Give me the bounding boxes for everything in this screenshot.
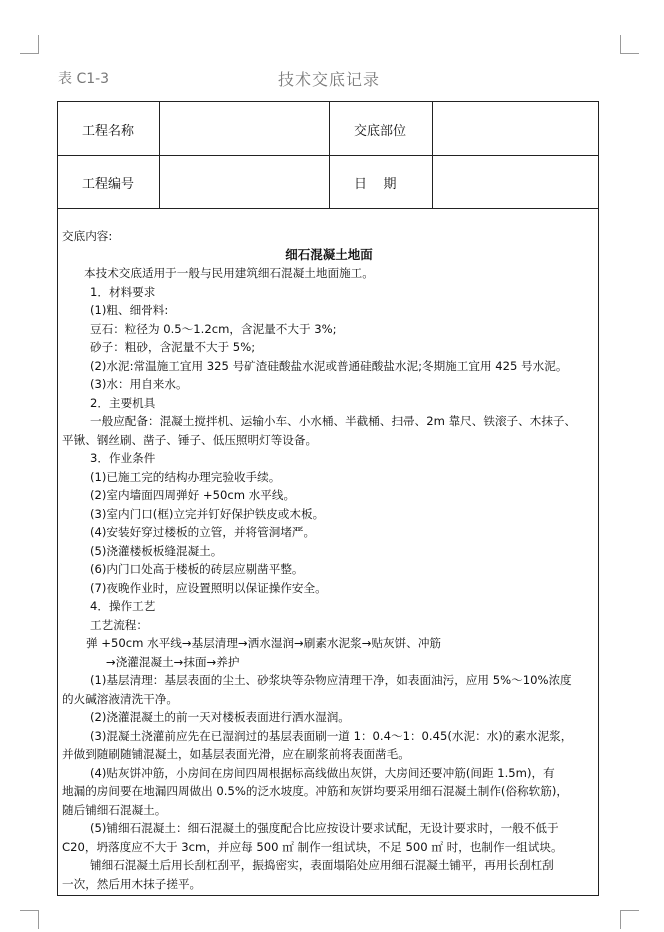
content-title: 细石混凝土地面 [285,246,373,262]
handover-content [62,227,596,893]
crop-mark-bottom-left [20,910,39,929]
row-divider [58,208,598,209]
content-line: 1．材料要求 [90,284,156,299]
handover-part-label: 交底部位 [354,124,407,139]
column-divider [159,102,160,208]
row-divider [58,155,598,156]
content-line: 一般应配备：混凝土搅拌机、运输小车、小水桶、半截桶、扫帚、2m 靠尺、铁滚子、木抹子、 [90,414,577,428]
content-line: (5)浇灌楼板板缝混凝土。 [90,543,223,558]
project-name-label: 工程名称 [82,124,135,139]
content-line: (3)混凝土浇灌前应先在已湿润过的基层表面刷一道 1：0.4～1：0.45(水泥：水)的素水泥浆， [90,728,573,743]
column-divider [329,102,330,208]
content-line: (7)夜晚作业时，应设置照明以保证操作安全。 [90,580,327,595]
content-line: (4)安装好穿过楼板的立管，并将管洞堵严。 [90,525,316,539]
crop-mark-bottom-right [620,910,639,929]
content-line: 的火碱溶液清洗干净。 [62,691,178,706]
content-line: (3)水：用自来水。 [90,377,188,391]
crop-mark-top-left [20,35,39,54]
content-line: (1)粗、细骨料: [90,303,169,317]
content-line: 4．操作工艺 [90,599,156,613]
content-line: 铺细石混凝土后用长刮杠刮平，振捣密实，表面塌陷处应用细石混凝土铺平，再用长刮杠刮 [90,858,554,872]
content-line: (2)水泥:常温施工宜用 325 号矿渣硅酸盐水泥或普通硅酸盐水泥;冬期施工宜用 425 号水泥。 [90,358,568,373]
content-line: (5)铺细石混凝土：细石混凝土的强度配合比应按设计要求试配，无设计要求时，一般不低于 [90,821,559,835]
content-label: 交底内容: [62,229,113,243]
crop-mark-top-right [620,35,639,54]
column-divider [432,102,433,208]
content-line: (3)室内门口(框)立完并钉好保护铁皮或木板。 [90,506,325,521]
document-title: 技术交底记录 [278,70,381,89]
content-line: 平锹、钢丝刷、凿子、锤子、低压照明灯等设备。 [62,432,318,447]
content-line: (2)室内墙面四周弹好 +50cm 水平线。 [90,488,296,502]
content-line: (1)已施工完的结构办理完验收手续。 [90,469,281,484]
content-line: (2)浇灌混凝土的前一天对楼板表面进行洒水湿润。 [90,710,350,724]
content-line: 砂子：粗砂，含泥量不大于 5%; [90,340,256,354]
content-line: →浇灌混凝土→抹面→养护 [106,654,240,669]
content-line: 弹 +50cm 水平线→基层清理→洒水湿润→刷素水泥浆→贴灰饼、冲筋 [86,636,442,650]
content-line: 豆石：粒径为 0.5～1.2cm，含泥量不大于 3%; [90,321,337,336]
content-line: (1)基层清理：基层表面的尘土、砂浆块等杂物应清理干净，如表面油污，应用 5%～10%浓度 [90,673,572,687]
content-line: 2．主要机具 [90,395,156,410]
content-line: 并做到随刷随铺混凝土，如基层表面光滑，应在刷浆前将表面凿毛。 [62,747,410,761]
content-line: (6)内门口处高于楼板的砖层应剔凿平整。 [90,562,304,576]
content-line: C20，坍落度应不大于 3cm，并应每 500 ㎡ 制作一组试块，不足 500 ㎡ 时，也制作一组试块。 [62,839,563,854]
content-line: 3．作业条件 [90,451,156,465]
date-label: 日 期 [354,177,397,192]
content-line: 地漏的房间要在地漏四周做出 0.5%的泛水坡度。冲筋和灰饼均要采用细石混凝土制作(俗称软筋)， [62,784,568,798]
content-line: 随后铺细石混凝土。 [62,802,167,817]
form-code: 表 C1-3 [58,71,110,87]
project-number-label: 工程编号 [82,177,135,192]
content-line: 工艺流程： [90,617,148,632]
content-line: 本技术交底适用于一般与民用建筑细石混凝土地面施工。 [84,266,374,280]
content-line: 一次，然后用木抹子搓平。 [62,876,202,891]
content-line: (4)贴灰饼冲筋，小房间在房间四周根据标高线做出灰饼，大房间还要冲筋(间距 1.5m)，有 [90,765,555,780]
record-table [57,101,599,896]
